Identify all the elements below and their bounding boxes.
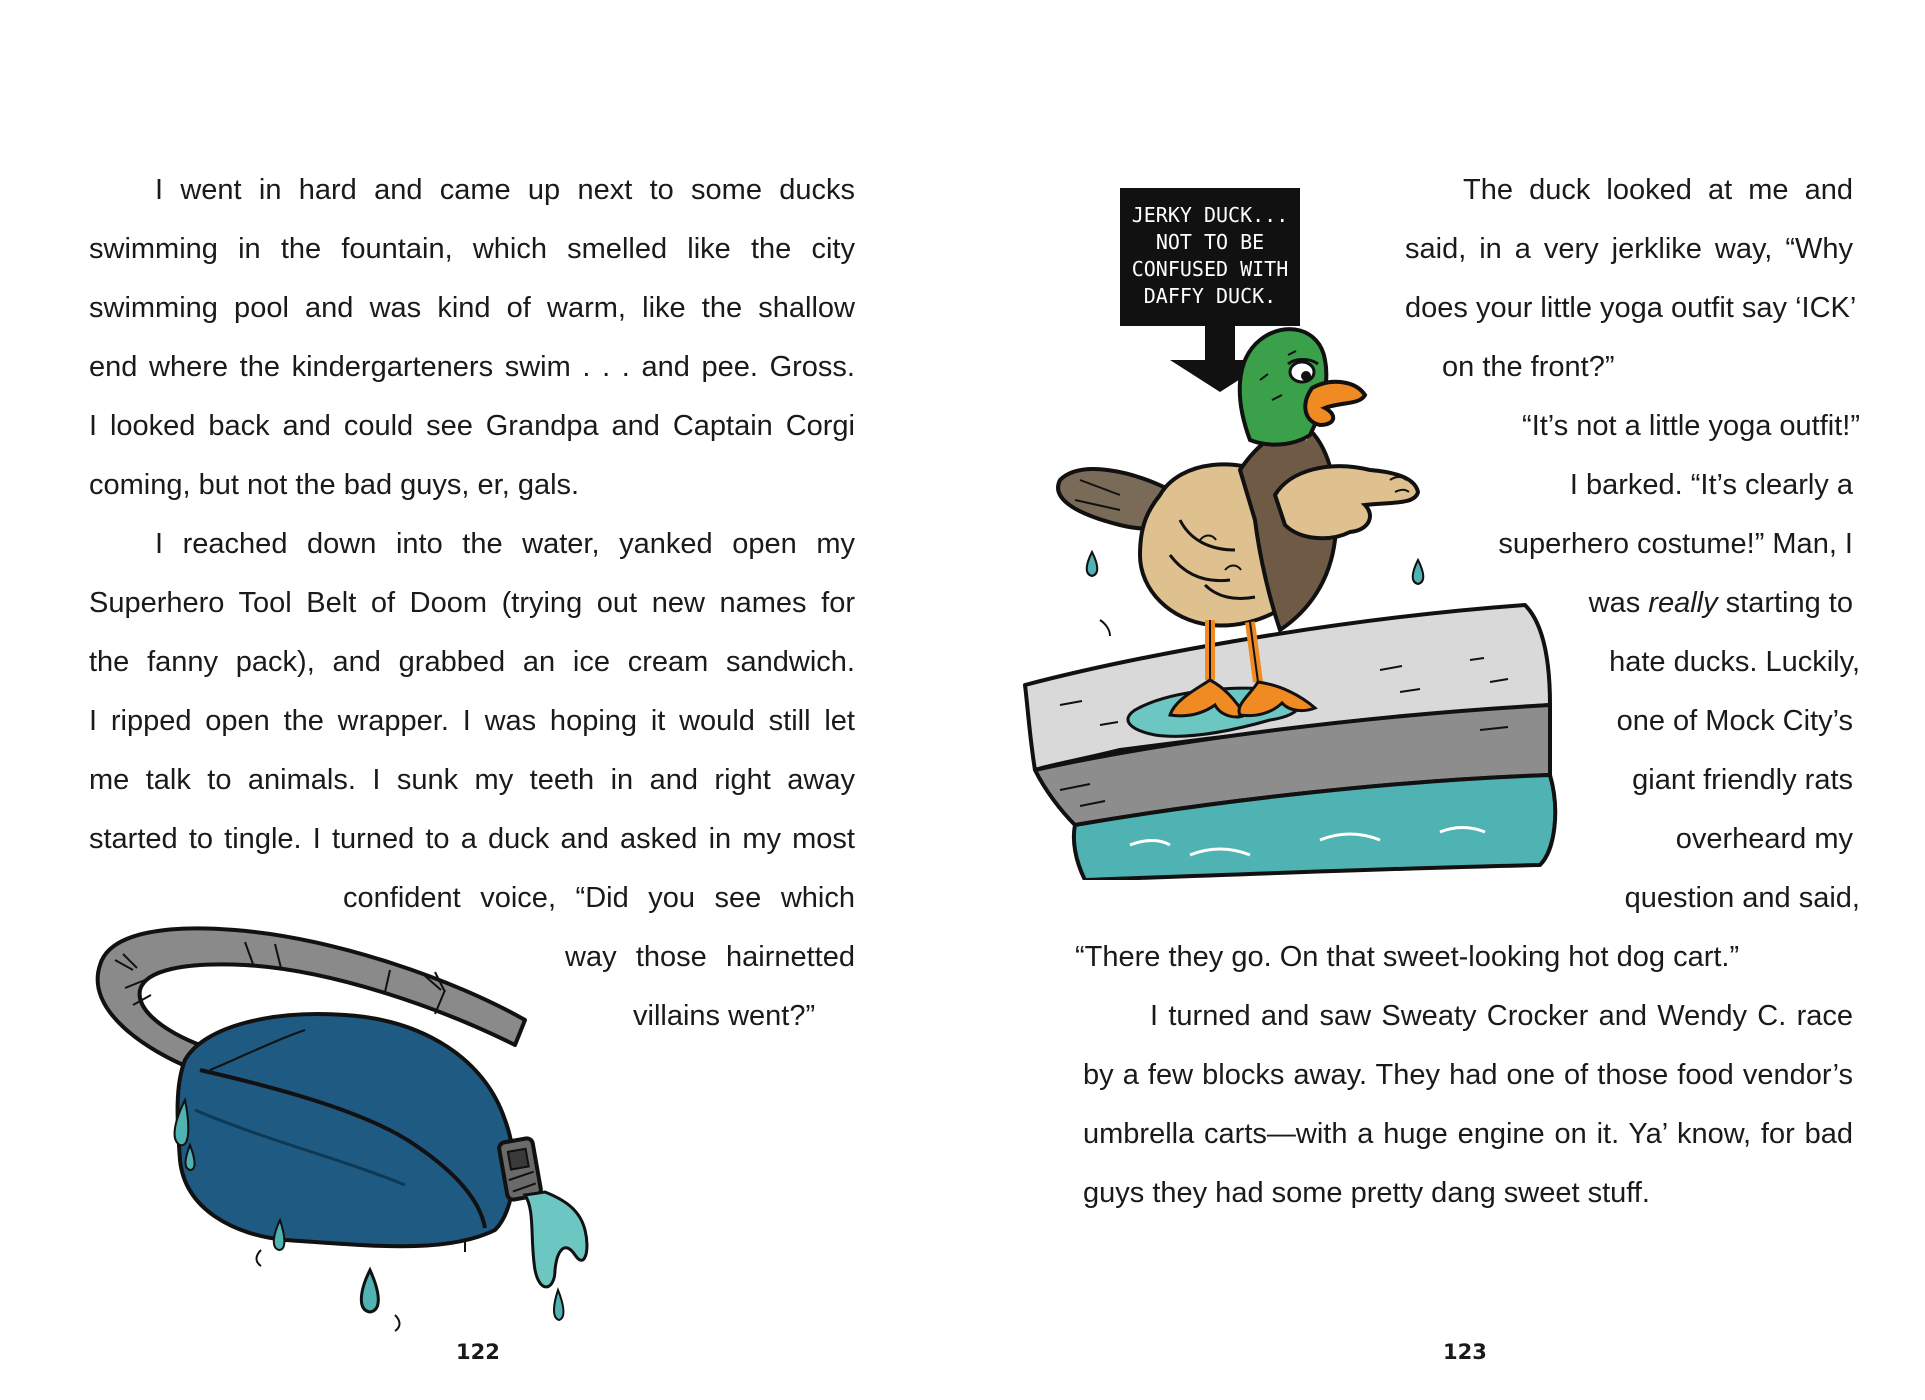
text-line: the fanny pack), and grabbed an ice cream sandwich. (89, 646, 855, 678)
callout-line: JERKY DUCK... (1131, 203, 1289, 227)
text-line: started to tingle. I turned to a duck and asked in my most (89, 823, 855, 855)
text-line: I turned and saw Sweaty Crocker and Wendy C. race (1150, 1000, 1853, 1032)
text-line: one of Mock City’s (1616, 705, 1853, 737)
arrow-down-icon (1205, 326, 1235, 362)
emphasis-text: really (1648, 587, 1718, 619)
text-line: “It’s not a little yoga outfit!” (1522, 410, 1860, 442)
text-line: giant friendly rats (1632, 764, 1853, 796)
callout-box (1120, 188, 1300, 326)
text-line: swimming in the fountain, which smelled like the city (89, 233, 855, 265)
callout-text (1120, 202, 1300, 310)
text-line: swimming pool and was kind of warm, like the shallow (89, 292, 855, 324)
callout-line: CONFUSED WITH (1131, 257, 1289, 281)
fanny-pack-illustration (85, 910, 615, 1350)
text-line: by a few blocks away. They had one of those food vendor’s (1083, 1059, 1853, 1091)
text-line: “There they go. On that sweet-looking hot dog cart.” (1075, 941, 1740, 973)
text-line: I barked. “It’s clearly a (1569, 469, 1853, 501)
text-line: guys they had some pretty dang sweet stuff. (1083, 1177, 1650, 1209)
text-line: coming, but not the bad guys, er, gals. (89, 469, 580, 501)
text-line: umbrella carts—with a huge engine on it. Ya’ know, for bad (1083, 1118, 1853, 1150)
text-span: starting to (1717, 587, 1853, 619)
duck-scene-illustration (1020, 320, 1570, 880)
text-span: was (1588, 587, 1649, 619)
text-line: on the front?” (1442, 351, 1615, 383)
text-line: me talk to animals. I sunk my teeth in and right away (89, 764, 855, 796)
text-line: I ripped open the wrapper. I was hoping it would still let (89, 705, 855, 737)
text-line: does your little yoga outfit say ‘ICK’ (1405, 292, 1857, 324)
text-line: hate ducks. Luckily, (1609, 646, 1860, 678)
text-line: villains went?” (633, 1000, 816, 1032)
callout-line: NOT TO BE (1155, 230, 1265, 254)
text-line: The duck looked at me and (1463, 174, 1853, 206)
text-line: way those hairnetted (565, 941, 855, 973)
text-line: Superhero Tool Belt of Doom (trying out new names for (89, 587, 855, 619)
page-number: 123 (1443, 1340, 1487, 1364)
text-line: superhero costume!” Man, I (1498, 528, 1853, 560)
text-line: question and said, (1624, 882, 1860, 914)
text-line: end where the kindergarteners swim . . . and pee. Gross. (89, 351, 855, 383)
text-line: I looked back and could see Grandpa and Captain Corgi (89, 410, 855, 442)
text-line: I reached down into the water, yanked open my (155, 528, 855, 560)
callout-line: DAFFY DUCK. (1143, 284, 1277, 308)
text-line: confident voice, “Did you see which (343, 882, 855, 914)
text-line: I went in hard and came up next to some ducks (155, 174, 855, 206)
text-line: overheard my (1675, 823, 1853, 855)
page-number: 122 (456, 1340, 500, 1364)
text-line: said, in a very jerklike way, “Why (1405, 233, 1853, 265)
